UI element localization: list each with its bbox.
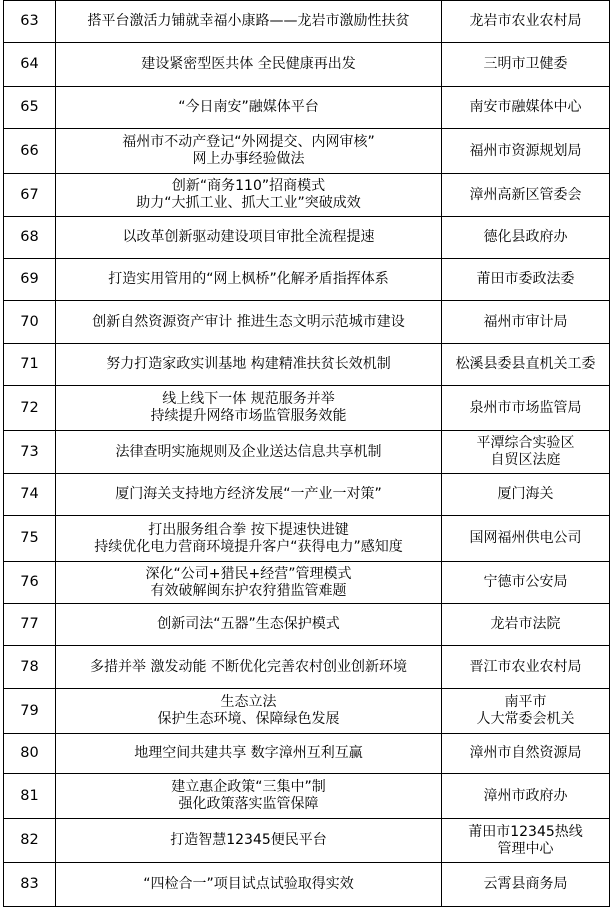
row-number: 79 — [4, 689, 56, 734]
row-number: 67 — [4, 174, 56, 217]
case-title-line: 网上办事经验做法 — [192, 151, 305, 167]
table-row — [4, 474, 610, 516]
unit-cell — [442, 646, 610, 689]
row-number: 75 — [4, 516, 56, 562]
case-title-line: 助力“大抓工业、抓大工业”突破成效 — [136, 195, 361, 211]
unit-cell — [442, 129, 610, 174]
unit-cell — [442, 819, 610, 863]
case-title-cell — [56, 819, 442, 863]
unit-cell — [442, 863, 610, 907]
unit-line: 莆田市12345热线 — [468, 823, 583, 840]
case-title-line: 打出服务组合拳 按下提速快进键 — [148, 521, 349, 538]
case-title-line: 厦门海关支持地方经济发展“一产业一对策” — [115, 486, 382, 502]
unit-cell — [442, 562, 610, 604]
case-title-cell — [56, 604, 442, 646]
case-title-line: 多措并举 激发动能 不断优化完善农村创业创新环境 — [90, 658, 407, 675]
unit-cell — [442, 344, 610, 386]
case-title-line: 有效破解闽东护农狩猎监管难题 — [150, 582, 347, 599]
row-number: 64 — [4, 43, 56, 87]
case-title-line: 以改革创新驱动建设项目审批全流程提速 — [122, 229, 375, 245]
row-number: 69 — [4, 259, 56, 301]
unit-line: 云霄县商务局 — [483, 876, 568, 892]
unit-line: 南安市融媒体中心 — [469, 99, 582, 115]
unit-cell — [442, 174, 610, 217]
unit-line: 福州市资源规划局 — [469, 142, 582, 159]
case-title-line: 创新自然资源资产审计 推进生态文明示范城市建设 — [92, 313, 405, 330]
unit-cell — [442, 734, 610, 774]
unit-line: 人大常委会机关 — [476, 711, 575, 727]
table-row — [4, 604, 610, 646]
unit-line: 自贸区法庭 — [490, 452, 561, 468]
table-row — [4, 431, 610, 474]
table-row — [4, 734, 610, 774]
case-title-line: 强化政策落实监管保障 — [178, 796, 319, 812]
unit-cell — [442, 301, 610, 344]
row-number: 78 — [4, 646, 56, 689]
unit-line: 厦门海关 — [497, 486, 554, 502]
unit-line: 三明市卫健委 — [483, 56, 568, 72]
case-title-cell — [56, 344, 442, 386]
row-number: 66 — [4, 129, 56, 174]
row-number: 76 — [4, 562, 56, 604]
table-row — [4, 689, 610, 734]
case-title-cell — [56, 431, 442, 474]
table-row — [4, 1, 610, 43]
unit-line: 管理中心 — [497, 840, 554, 857]
case-title-cell — [56, 474, 442, 516]
table-row — [4, 217, 610, 259]
case-title-line: 打造实用管用的“网上枫桥”化解矛盾指挥体系 — [108, 271, 389, 287]
case-title-cell — [56, 689, 442, 734]
table-row — [4, 774, 610, 819]
table-row — [4, 259, 610, 301]
case-title-line: 生态立法 — [220, 694, 277, 710]
unit-line: 晋江市农业农村局 — [469, 658, 582, 675]
unit-line: 漳州市自然资源局 — [469, 745, 582, 761]
unit-cell — [442, 386, 610, 431]
table-row — [4, 87, 610, 129]
unit-line: 宁德市公安局 — [483, 574, 568, 590]
unit-cell — [442, 604, 610, 646]
row-number: 65 — [4, 87, 56, 129]
row-number: 71 — [4, 344, 56, 386]
unit-line: 漳州市政府办 — [483, 787, 568, 804]
row-number: 77 — [4, 604, 56, 646]
unit-line: 龙岩市法院 — [490, 616, 561, 632]
case-title-line: 搭平台激活力铺就幸福小康路——龙岩市激励性扶贫 — [87, 13, 410, 29]
case-title-line: 福州市不动产登记“外网提交、内网审核” — [122, 134, 375, 150]
case-title-cell — [56, 217, 442, 259]
case-title-cell — [56, 174, 442, 217]
case-title-cell — [56, 774, 442, 819]
row-number: 63 — [4, 1, 56, 43]
table-row — [4, 562, 610, 604]
table-row — [4, 129, 610, 174]
case-title-line: 法律查明实施规则及企业送达信息共享机制 — [115, 443, 382, 460]
unit-line: 平潭综合实验区 — [476, 435, 575, 451]
case-title-line: 持续提升网络市场监管服务效能 — [150, 408, 347, 424]
unit-line: 福州市审计局 — [483, 313, 568, 330]
unit-cell — [442, 1, 610, 43]
case-title-line: 建立惠企政策“三集中”制 — [171, 779, 326, 795]
unit-cell — [442, 774, 610, 819]
cases-table — [3, 0, 610, 907]
case-title-line: 创新“商务110”招商模式 — [171, 178, 326, 194]
unit-line: 南平市 — [504, 694, 547, 710]
table-row — [4, 174, 610, 217]
unit-line: 漳州高新区管委会 — [469, 186, 582, 203]
row-number: 74 — [4, 474, 56, 516]
unit-line: 德化县政府办 — [483, 229, 568, 245]
unit-line: 松溪县委县直机关工委 — [455, 356, 596, 372]
case-title-cell — [56, 259, 442, 301]
case-title-line: “四检合一”项目试点试验取得实效 — [143, 876, 354, 892]
case-title-cell — [56, 562, 442, 604]
row-number: 73 — [4, 431, 56, 474]
unit-cell — [442, 474, 610, 516]
case-title-line: 深化“公司+猎民+经营”管理模式 — [145, 565, 352, 582]
unit-line: 泉州市市场监管局 — [469, 399, 582, 416]
table-row — [4, 301, 610, 344]
case-title-line: 地理空间共建共享 数字漳州互利互赢 — [134, 745, 363, 761]
row-number: 72 — [4, 386, 56, 431]
unit-cell — [442, 259, 610, 301]
case-title-cell — [56, 1, 442, 43]
case-title-line: 保护生态环境、保障绿色发展 — [157, 711, 340, 727]
table-row — [4, 863, 610, 907]
case-title-line: 持续优化电力营商环境提升客户“获得电力”感知度 — [94, 538, 403, 555]
case-title-cell — [56, 386, 442, 431]
case-title-line: 建设紧密型医共体 全民健康再出发 — [141, 56, 356, 72]
table-row — [4, 43, 610, 87]
table-row — [4, 386, 610, 431]
case-title-cell — [56, 863, 442, 907]
case-title-line: 线上线下一体 规范服务并举 — [162, 391, 335, 407]
unit-cell — [442, 431, 610, 474]
case-title-line: 创新司法“五器”生态保护模式 — [157, 616, 340, 632]
case-title-cell — [56, 129, 442, 174]
table-body — [4, 1, 610, 907]
unit-line: 国网福州供电公司 — [469, 530, 582, 546]
unit-line: 莆田市委政法委 — [476, 271, 575, 287]
row-number: 83 — [4, 863, 56, 907]
case-title-line: 努力打造家政实训基地 构建精准扶贫长效机制 — [106, 356, 391, 372]
table-row — [4, 646, 610, 689]
unit-line: 龙岩市农业农村局 — [469, 13, 582, 29]
row-number: 82 — [4, 819, 56, 863]
case-title-line: “今日南安”融媒体平台 — [178, 99, 319, 115]
row-number: 68 — [4, 217, 56, 259]
row-number: 70 — [4, 301, 56, 344]
case-title-cell — [56, 87, 442, 129]
table-row — [4, 819, 610, 863]
case-title-cell — [56, 516, 442, 562]
table-row — [4, 344, 610, 386]
row-number: 80 — [4, 734, 56, 774]
unit-cell — [442, 689, 610, 734]
case-title-cell — [56, 43, 442, 87]
case-title-cell — [56, 646, 442, 689]
unit-cell — [442, 43, 610, 87]
unit-cell — [442, 87, 610, 129]
unit-cell — [442, 217, 610, 259]
case-title-cell — [56, 301, 442, 344]
case-title-cell — [56, 734, 442, 774]
table-row — [4, 516, 610, 562]
row-number: 81 — [4, 774, 56, 819]
case-title-line: 打造智慧12345便民平台 — [170, 832, 327, 848]
unit-cell — [442, 516, 610, 562]
